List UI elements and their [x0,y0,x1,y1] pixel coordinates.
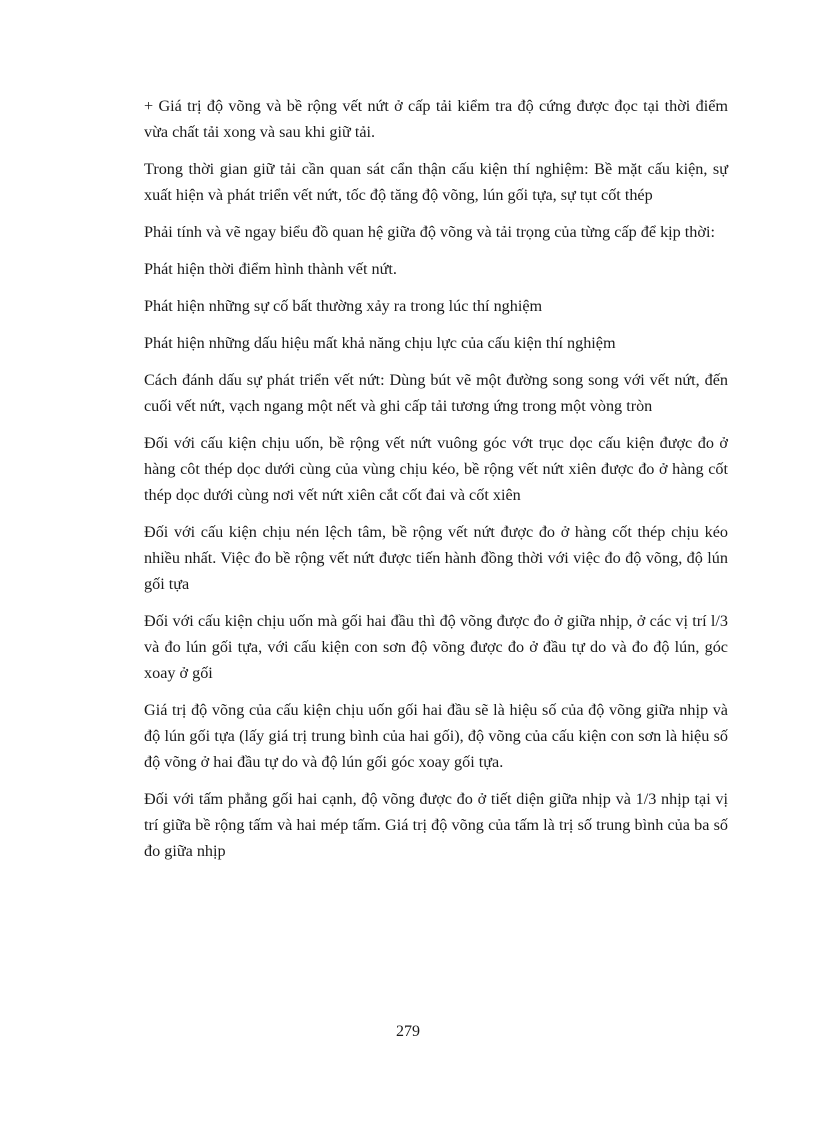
paragraph-8: Đối với cấu kiện chịu uốn, bề rộng vết nứt vuông góc vớt trục dọc cấu kiện được đo ở hàng côt thép dọc dưới cùng của vùng chịu kéo, bề rộng vết nứt xiên được đo ở hàng cốt thép dọc dưới cùng nơi vết nứt xiên cắt cốt đai và cốt xiên [144,434,728,504]
paragraph-4: Phát hiện thời điểm hình thành vết nứt. [144,260,397,278]
paragraph-7: Cách đánh dấu sự phát triển vết nứt: Dùng bút vẽ một đường song song với vết nứt, đến cuối vết nứt, vạch ngang một nết và ghi cấp tải tương ứng trong một vòng tròn [144,371,728,415]
paragraph-6: Phát hiện những dấu hiệu mất khả năng chịu lực của cấu kiện thí nghiệm [144,334,616,352]
paragraph-11: Giá trị độ võng của cấu kiện chịu uốn gối hai đầu sẽ là hiệu số của độ võng giữa nhịp và độ lún gối tựa (lấy giá trị trung bình của hai gối), độ võng của cấu kiện con sơn là hiệu số độ võng ở hai đầu tự do và độ lún gối góc xoay gối tựa. [144,701,728,771]
paragraph-9: Đối với cấu kiện chịu nén lệch tâm, bề rộng vết nứt được đo ở hàng cốt thép chịu kéo nhiều nhất. Việc đo bề rộng vết nứt được tiến hành đồng thời với việc đo độ võng, độ lún gối tựa [144,523,728,593]
paragraph-3: Phải tính và vẽ ngay biểu đồ quan hệ giữa độ võng và tải trọng của từng cấp để kịp thời: [144,223,715,241]
paragraph-10: Đối với cấu kiện chịu uốn mà gối hai đầu thì độ võng được đo ở giữa nhịp, ở các vị trí l/3 và đo lún gối tựa, với cấu kiện con sơn độ võng được đo ở đầu tự do và đo độ lún, góc xoay ở gối [144,612,728,682]
paragraph-1: + Giá trị độ võng và bề rộng vết nứt ở cấp tải kiểm tra độ cứng được đọc tại thời điểm vừa chất tải xong và sau khi giữ tải. [144,97,728,141]
page-number: 279 [396,1023,420,1040]
paragraph-2: Trong thời gian giữ tải cần quan sát cẩn thận cấu kiện thí nghiệm: Bề mặt cấu kiện, sự xuất hiện và phát triển vết nứt, tốc độ tăng độ võng, lún gối tựa, sự tụt cốt thép [144,160,728,204]
paragraph-12: Đối với tấm phẳng gối hai cạnh, độ võng được đo ở tiết diện giữa nhịp và 1/3 nhịp tại vị trí giữa bề rộng tấm và hai mép tấm. Giá trị độ võng của tấm là trị số trung bình của ba số đo giữa nhịp [144,790,728,860]
paragraph-5: Phát hiện những sự cố bất thường xảy ra trong lúc thí nghiệm [144,297,543,315]
document-body [144,93,728,875]
